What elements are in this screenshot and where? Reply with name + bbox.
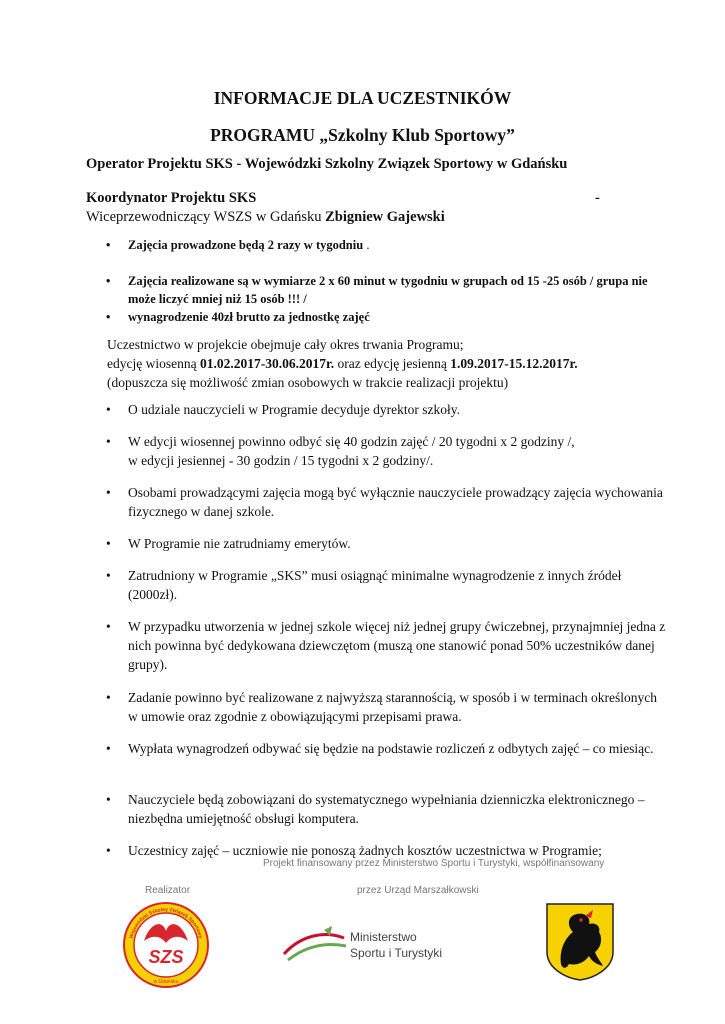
list-item: • O udziale nauczycieli w Programie decyduje dyrektor szkoły.: [106, 402, 461, 417]
bold-bullet-list-1: [86, 236, 666, 254]
bullet-icon: •: [106, 485, 111, 500]
bullet-icon: •: [106, 619, 111, 634]
project-coordinator: [86, 190, 606, 207]
list-item: • Wypłata wynagrodzeń odbywać się będzie na podstawie rozliczeń z odbytych zajęć – co miesiąc.: [106, 741, 654, 756]
list-item: • Zajęcia realizowane są w wymiarze 2 x 60 minut w tygodniu w grupach od 15 -25 osób / grupa nie może liczyć mniej niż 15 osób !!! /: [106, 274, 648, 306]
szs-logo-text: SZS: [148, 947, 184, 967]
coordinator-dash: -: [595, 190, 600, 206]
document-title-line1: INFORMACJE DLA UCZESTNIKÓW: [213, 88, 512, 108]
funding-note-line2: przez Urząd Marszałkowski: [357, 885, 479, 896]
szs-logo-ring-text: Wojewódzki Szkolny Związek Sportowy: [128, 906, 204, 940]
coordinator-label: Koordynator Projektu SKS: [86, 190, 257, 206]
bullet-icon: •: [106, 310, 111, 324]
list-item: • Zatrudniony w Programie „SKS” musi osiągnąć minimalne wynagrodzenie z innych źródeł (2000zł).: [106, 568, 622, 602]
bullet-icon: •: [106, 568, 111, 583]
funding-note-line1: Projekt finansowany przez Ministerstwo Sportu i Turystyki, współfinansowany: [263, 858, 605, 869]
list-item: • Osobami prowadzącymi zajęcia mogą być wyłącznie nauczyciele prowadzący zajęcia wychowania fizycznego w danej szkole.: [106, 485, 663, 519]
list-item: • W Programie nie zatrudniamy emerytów.: [106, 536, 351, 551]
document-title-line2: PROGRAMU „Szkolny Klub Sportowy”: [210, 125, 515, 145]
coordinator-name: Zbigniew Gajewski: [325, 209, 445, 225]
sports-union-logo-icon: [122, 901, 210, 989]
bullet-icon: •: [106, 792, 111, 807]
participation-paragraph: Uczestnictwo w projekcie obejmuje cały okres trwania Programu; edycję wiosenną 01.02.2017-30.06.2017r. oraz edycję jesienną 1.09.2017-15.12.2017r. (dopuszcza się możliwość zmian osobowych w trakcie realizacji projektu): [107, 337, 578, 390]
bullet-icon: •: [106, 690, 111, 705]
szs-logo-city: w Gdańsku: [153, 979, 179, 985]
realizator-label: Realizator: [145, 885, 191, 896]
list-item: • W przypadku utworzenia w jednej szkole więcej niż jednej grupy ćwiczebnej, przynajmniej jedna z nich powinna być dedykowana dziewczętom (muszą one stanowić ponad 50% uczestników danej grupy).: [106, 619, 666, 672]
list-item: • Nauczyciele będą zobowiązani do systematycznego wypełniania dzienniczka elektronicznego – niezbędna umiejętność obsługi komputera.: [106, 792, 645, 826]
ministry-name-line1: Ministerstwo: [350, 930, 417, 944]
bullet-icon: •: [106, 434, 111, 449]
ministry-name-line2: Sportu i Turystyki: [350, 946, 443, 960]
list-item: • W edycji wiosennej powinno odbyć się 40 godzin zajęć / 20 tygodni x 2 godziny /, w edycji jesiennej - 30 godzin / 15 tygodni x 2 godziny/.: [106, 434, 575, 468]
bullet-icon: •: [106, 274, 111, 288]
ministry-logo-icon: [280, 916, 460, 976]
pomeranian-griffin-crest-icon: [545, 902, 615, 982]
bullet-icon: •: [106, 741, 111, 756]
bullet-icon: •: [106, 843, 111, 858]
rules-bullet-list: [86, 400, 666, 861]
bullet-icon: •: [106, 238, 111, 252]
bold-bullet-list-2: [86, 272, 666, 326]
bullet-icon: •: [106, 536, 111, 551]
bullet-icon: •: [106, 402, 111, 417]
coordinator-details: [86, 209, 445, 226]
list-item: • Zadanie powinno być realizowane z najwyższą starannością, w sposób i w terminach określonych w umowie oraz zgodnie z obowiązującymi przepisami prawa.: [106, 690, 657, 724]
list-item: • Uczestnicy zajęć – uczniowie nie ponoszą żadnych kosztów uczestnictwa w Programie;: [106, 843, 602, 858]
project-operator: Operator Projektu SKS - Wojewódzki Szkolny Związek Sportowy w Gdańsku: [86, 156, 568, 172]
list-item: • wynagrodzenie 40zł brutto za jednostkę zajęć: [106, 310, 370, 324]
coordinator-role: Wiceprzewodniczący WSZS w Gdańsku: [86, 209, 322, 225]
list-item: • Zajęcia prowadzone będą 2 razy w tygodniu .: [106, 238, 370, 252]
